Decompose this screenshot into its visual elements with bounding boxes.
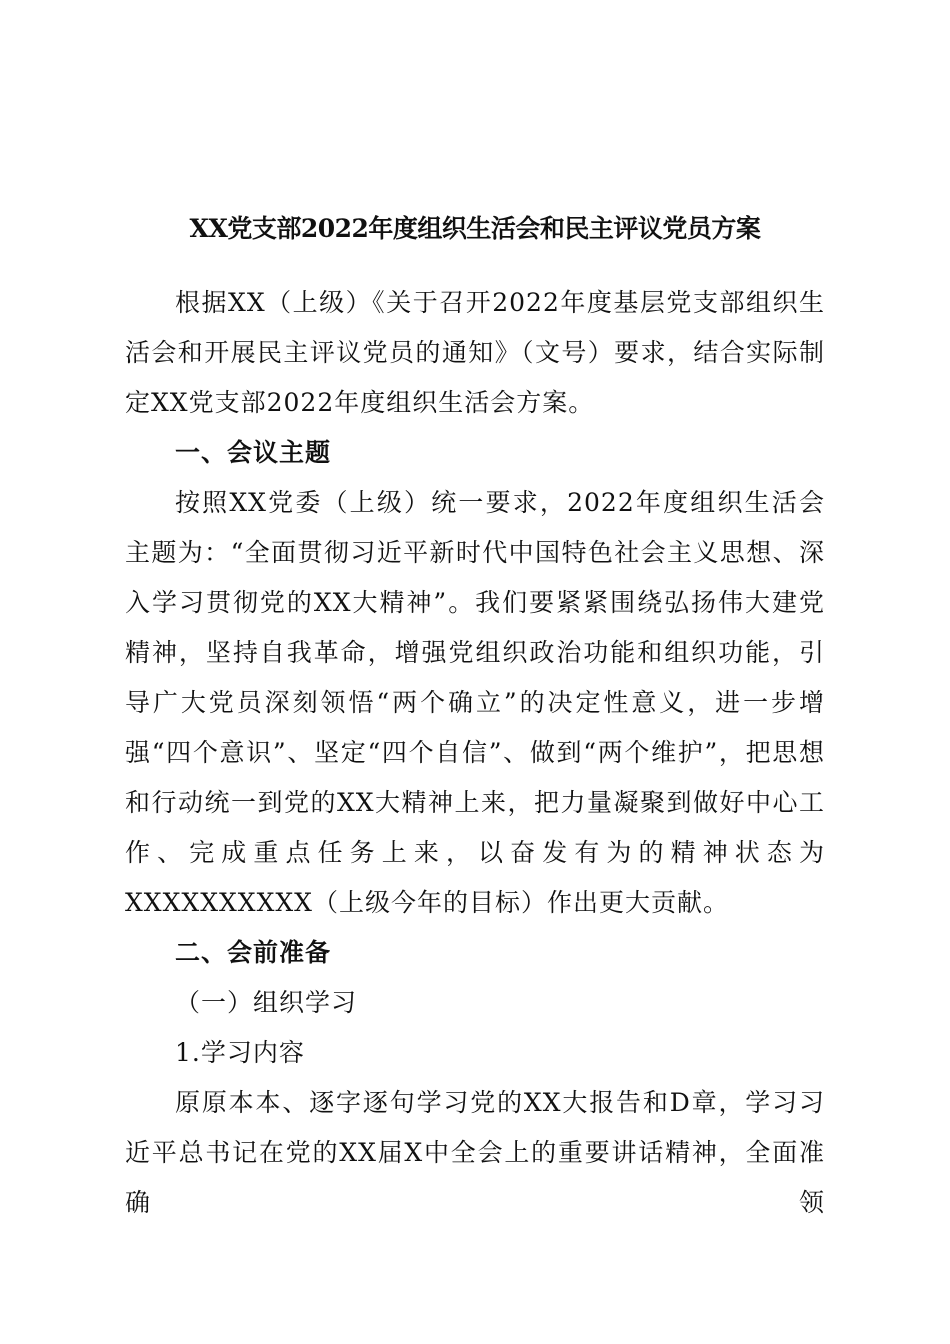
theme-paragraph: 按照XX党委（上级）统一要求，2022年度组织生活会主题为：“全面贯彻习近平新时代中国特色社会主义思想、深入学习贯彻党的XX大精神”。我们要紧紧围绕弘扬伟大建党精神，坚持自我革命，增强党组织政治功能和组织功能，引导广大党员深刻领悟“两个确立”的决定性意义，进一步增强“四个意识”、坚定“四个自信”、做到“两个维护”，把思想和行动统一到党的XX大精神上来，把力量凝聚到做好中心工作、完成重点任务上来，以奋发有为的精神状态为XXXXXXXXXX（上级今年的目标）作出更大贡献。 [125, 488, 825, 917]
document-body [125, 278, 825, 1228]
section-heading-theme: 一、会议主题 [175, 438, 332, 467]
subsection-heading-study: （一）组织学习 [175, 988, 358, 1017]
intro-paragraph: 根据XX（上级）《关于召开2022年度基层党支部组织生活会和开展民主评议党员的通知》（文号）要求，结合实际制定XX党支部2022年度组织生活会方案。 [125, 288, 825, 417]
section-heading-preparation: 二、会前准备 [175, 938, 332, 967]
item-heading-study-content: 1.学习内容 [175, 1038, 305, 1067]
document-title: XX党支部2022年度组织生活会和民主评议党员方案 [189, 214, 761, 243]
study-content-paragraph: 原原本本、逐字逐句学习党的XX大报告和D章，学习习近平总书记在党的XX届X中全会上的重要讲话精神，全面准确领 [125, 1088, 825, 1217]
